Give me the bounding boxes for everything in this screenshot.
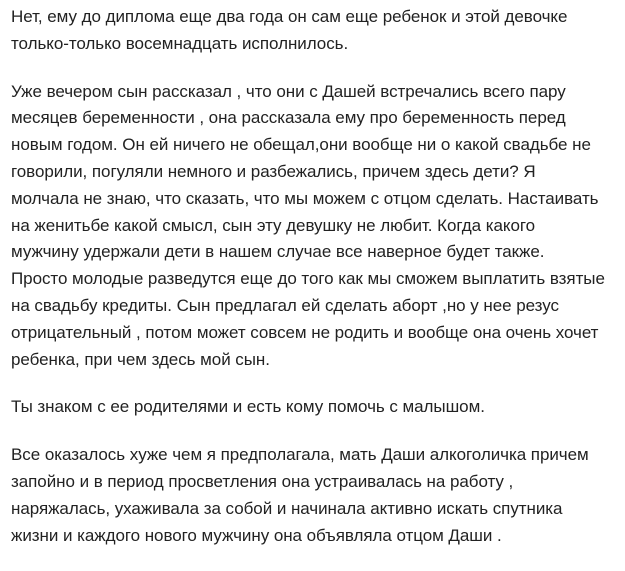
text-line: на свадьбу кредиты. Сын предлагал ей сделать аборт ,но у нее резус <box>11 295 559 315</box>
text-line: Просто молодые разведутся еще до того как мы сможем выплатить взятые <box>11 269 605 289</box>
text-line: запойно и в период просветления она устраивалась на работу , <box>11 471 514 491</box>
paragraph-3 <box>11 394 615 421</box>
text-line: месяцев беременности , она рассказала ему про беременность перед <box>11 108 566 128</box>
paragraph-4 <box>11 442 615 549</box>
paragraph-1 <box>11 4 615 58</box>
text-line: молчала не знаю, что сказать, что мы можем с отцом сделать. Настаивать <box>11 188 599 208</box>
text-line: на женитьбе какой смысл, сын эту девушку не любит. Когда какого <box>11 215 536 235</box>
text-line: отрицательный , потом может совсем не родить и вообще она очень хочет <box>11 322 599 342</box>
text-line: Нет, ему до диплома еще два года он сам еще ребенок и этой девочке <box>11 7 568 26</box>
text-line: новым годом. Он ей ничего не обещал,они вообще ни о какой свадьбе не <box>11 135 591 155</box>
text-line: мужчину удержали дети в нашем случае все наверное будет также. <box>11 242 545 262</box>
paragraph-2 <box>11 79 615 374</box>
text-line: Уже вечером сын рассказал , что они с Дашей встречались всего пару <box>11 81 566 101</box>
text-line: наряжалась, ухаживала за собой и начинала активно искать спутника <box>11 498 563 518</box>
text-line: только-только восемнадцать исполнилось. <box>11 33 349 53</box>
text-line: Все оказалось хуже чем я предполагала, мать Даши алкоголичка причем <box>11 445 589 465</box>
text-line: Ты знаком с ее родителями и есть кому помочь с малышом. <box>11 397 485 417</box>
text-line: жизни и каждого нового мужчину она объявляла отцом Даши . <box>11 525 502 545</box>
text-line: ребенка, при чем здесь мой сын. <box>11 349 270 369</box>
text-line: говорили, погуляли немного и разбежались, причем здесь дети? Я <box>11 161 536 181</box>
